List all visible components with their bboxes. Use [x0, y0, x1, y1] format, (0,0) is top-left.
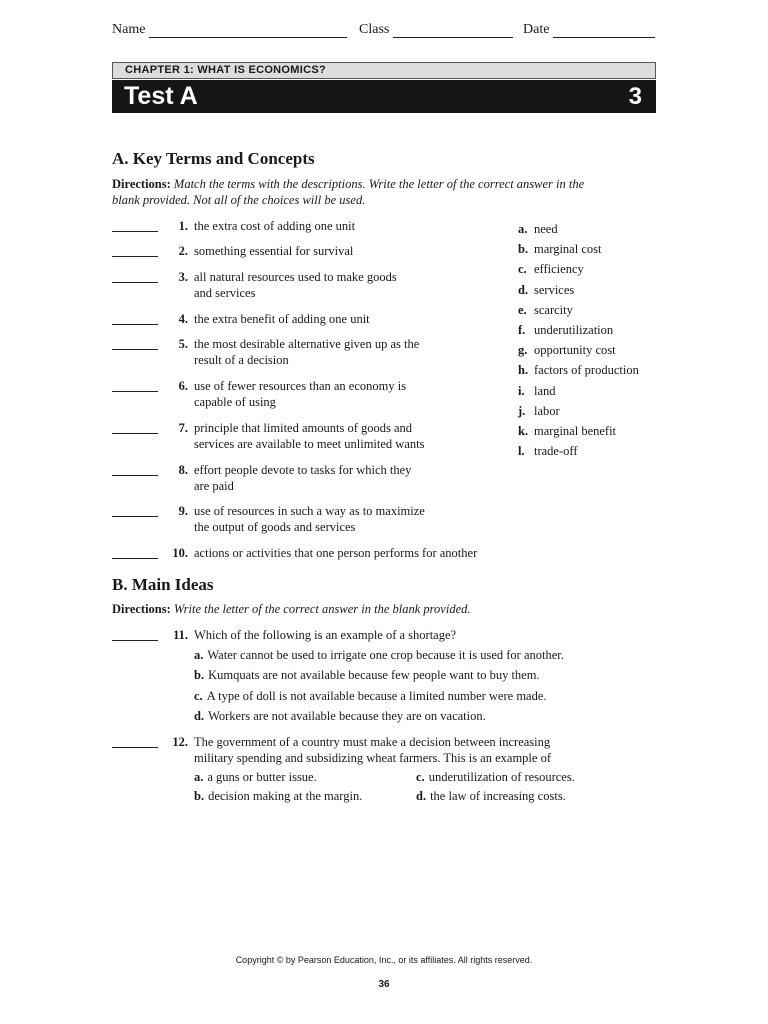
option-letter: d. — [416, 789, 427, 803]
q11-option — [194, 708, 486, 724]
choice-text: opportunity cost — [534, 343, 616, 358]
option-letter: b. — [194, 789, 205, 803]
question-text: principle that limited amounts of goods and — [194, 421, 413, 435]
test-title: Test A — [124, 82, 198, 110]
section-b-title: B. Main Ideas — [112, 575, 214, 594]
q12-option — [194, 788, 362, 804]
date-blank[interactable] — [553, 23, 655, 38]
question-text: use of resources in such a way as to maximize — [194, 504, 425, 518]
answer-blank[interactable] — [112, 433, 158, 434]
question-7 — [0, 420, 768, 452]
choice-letter: k. — [518, 424, 529, 438]
choice-item — [518, 362, 639, 378]
question-9 — [0, 503, 768, 535]
option-text: Kumquats are not available because few people want to buy them. — [208, 668, 540, 682]
question-12 — [0, 734, 768, 766]
question-text: the extra cost of adding one unit — [194, 219, 356, 233]
question-10 — [0, 545, 768, 561]
class-field[interactable] — [359, 22, 513, 38]
class-blank[interactable] — [393, 23, 513, 38]
option-text: the law of increasing costs. — [430, 789, 566, 803]
directions-text-1: Match the terms with the descriptions. Write the letter of the correct answer in the — [173, 177, 585, 191]
question-number: 5. — [178, 337, 188, 351]
question-text: actions or activities that one person performs for another — [194, 546, 478, 560]
choice-letter: c. — [518, 262, 527, 277]
question-text: services are available to meet unlimited wants — [194, 437, 425, 451]
choice-item — [518, 302, 573, 318]
date-label: Date — [523, 22, 550, 37]
section-a-title: A. Key Terms and Concepts — [112, 149, 315, 168]
q12-option — [194, 769, 317, 785]
class-label: Class — [359, 22, 390, 37]
chapter-banner: CHAPTER 1: WHAT IS ECONOMICS? — [112, 62, 656, 79]
question-text: effort people devote to tasks for which they — [194, 463, 412, 477]
choice-letter: b. — [518, 242, 529, 257]
choice-text: need — [534, 222, 558, 236]
choice-item — [518, 221, 558, 237]
choice-item — [518, 241, 601, 257]
choice-text: marginal benefit — [534, 424, 617, 438]
q12-option — [416, 769, 575, 785]
option-letter: c. — [194, 689, 203, 703]
choice-letter: e. — [518, 302, 527, 317]
answer-blank[interactable] — [112, 391, 158, 392]
choice-item — [518, 282, 574, 298]
choice-text: efficiency — [534, 262, 584, 277]
question-number: 9. — [178, 504, 188, 518]
name-blank[interactable] — [149, 23, 347, 38]
question-6 — [0, 378, 768, 410]
section-b-directions — [112, 601, 642, 617]
question-number: 12. — [172, 735, 188, 749]
question-text: are paid — [194, 479, 234, 493]
test-number: 3 — [628, 82, 642, 110]
question-number: 10. — [172, 546, 188, 560]
option-text: a guns or butter issue. — [207, 770, 317, 784]
option-letter: c. — [416, 770, 425, 784]
q12-option — [416, 788, 566, 804]
question-text: all natural resources used to make goods — [194, 270, 397, 284]
choice-text: marginal cost — [534, 242, 602, 257]
directions-text-2: blank provided. Not all of the choices will be used. — [112, 193, 366, 207]
answer-blank[interactable] — [112, 349, 158, 350]
name-field[interactable] — [112, 22, 347, 38]
q11-option — [194, 667, 540, 683]
choice-item — [518, 383, 556, 399]
choice-text: land — [534, 383, 556, 398]
option-text: decision making at the margin. — [208, 789, 363, 803]
choice-letter: a. — [518, 222, 528, 236]
directions-text-b: Write the letter of the correct answer in the blank provided. — [173, 602, 471, 616]
page-number: 36 — [378, 979, 390, 990]
choice-letter: f. — [518, 323, 526, 337]
question-number: 1. — [178, 219, 188, 233]
question-number: 2. — [178, 244, 188, 258]
option-letter: a. — [194, 648, 204, 662]
question-text: capable of using — [194, 395, 276, 409]
directions-label-b: Directions: — [112, 602, 171, 616]
question-4 — [0, 311, 768, 327]
question-text: something essential for survival — [194, 244, 354, 258]
choice-text: labor — [534, 403, 560, 418]
answer-blank[interactable] — [112, 558, 158, 559]
choice-item — [518, 443, 578, 459]
question-8 — [0, 462, 768, 494]
answer-blank[interactable] — [112, 231, 158, 232]
choice-item — [518, 342, 616, 358]
question-text: Which of the following is an example of a shortage? — [194, 628, 457, 642]
question-3 — [0, 269, 768, 301]
choice-item — [518, 423, 616, 439]
question-number: 6. — [178, 379, 188, 393]
answer-blank[interactable] — [112, 324, 158, 325]
choice-text: factors of production — [534, 363, 639, 378]
option-text: A type of doll is not available because a limited number were made. — [206, 689, 547, 703]
question-text: the output of goods and services — [194, 520, 356, 534]
question-text: the most desirable alternative given up as the — [194, 337, 420, 351]
choice-letter: h. — [518, 363, 529, 378]
choice-text: underutilization — [534, 323, 614, 337]
directions-label: Directions: — [112, 177, 171, 191]
choice-text: services — [534, 282, 575, 297]
choice-letter: l. — [518, 444, 525, 459]
copyright-notice: Copyright © by Pearson Education, Inc., or its affiliates. All rights reserved. — [235, 955, 533, 965]
answer-blank[interactable] — [112, 747, 158, 748]
option-text: Workers are not available because they are on vacation. — [208, 709, 486, 723]
question-number: 11. — [173, 628, 188, 642]
answer-blank[interactable] — [112, 282, 158, 283]
option-text: Water cannot be used to irrigate one crop because it is used for another. — [207, 648, 564, 662]
q11-option — [194, 688, 547, 704]
question-number: 8. — [178, 463, 188, 477]
answer-blank[interactable] — [112, 516, 158, 517]
section-a-directions — [112, 176, 642, 208]
question-text: military spending and subsidizing wheat farmers. This is an example of — [194, 751, 551, 765]
choice-item — [518, 322, 613, 338]
choice-letter: g. — [518, 343, 528, 358]
answer-blank[interactable] — [112, 256, 158, 257]
choice-letter: d. — [518, 282, 529, 297]
answer-blank[interactable] — [112, 640, 158, 641]
test-banner — [112, 80, 656, 113]
question-text: the extra benefit of adding one unit — [194, 312, 370, 326]
question-text: result of a decision — [194, 353, 289, 367]
answer-blank[interactable] — [112, 475, 158, 476]
choice-item — [518, 403, 560, 419]
option-text: underutilization of resources. — [428, 770, 575, 784]
question-text: use of fewer resources than an economy is — [194, 379, 407, 393]
question-number: 4. — [178, 312, 188, 326]
q11-option — [194, 647, 564, 663]
option-letter: b. — [194, 668, 205, 682]
question-number: 3. — [178, 270, 188, 284]
choice-text: scarcity — [534, 302, 573, 317]
choice-text: trade-off — [534, 444, 578, 459]
question-text: The government of a country must make a decision between increasing — [194, 735, 551, 749]
question-11 — [0, 627, 768, 643]
choice-letter: j. — [518, 403, 526, 418]
question-2 — [0, 243, 768, 259]
choice-item — [518, 261, 584, 277]
question-text: and services — [194, 286, 256, 300]
option-letter: d. — [194, 709, 205, 723]
name-label: Name — [112, 22, 146, 37]
option-letter: a. — [194, 770, 204, 784]
date-field[interactable] — [523, 22, 655, 38]
question-number: 7. — [178, 421, 188, 435]
question-5 — [0, 336, 768, 368]
choice-letter: i. — [518, 383, 525, 398]
question-1 — [0, 218, 768, 234]
